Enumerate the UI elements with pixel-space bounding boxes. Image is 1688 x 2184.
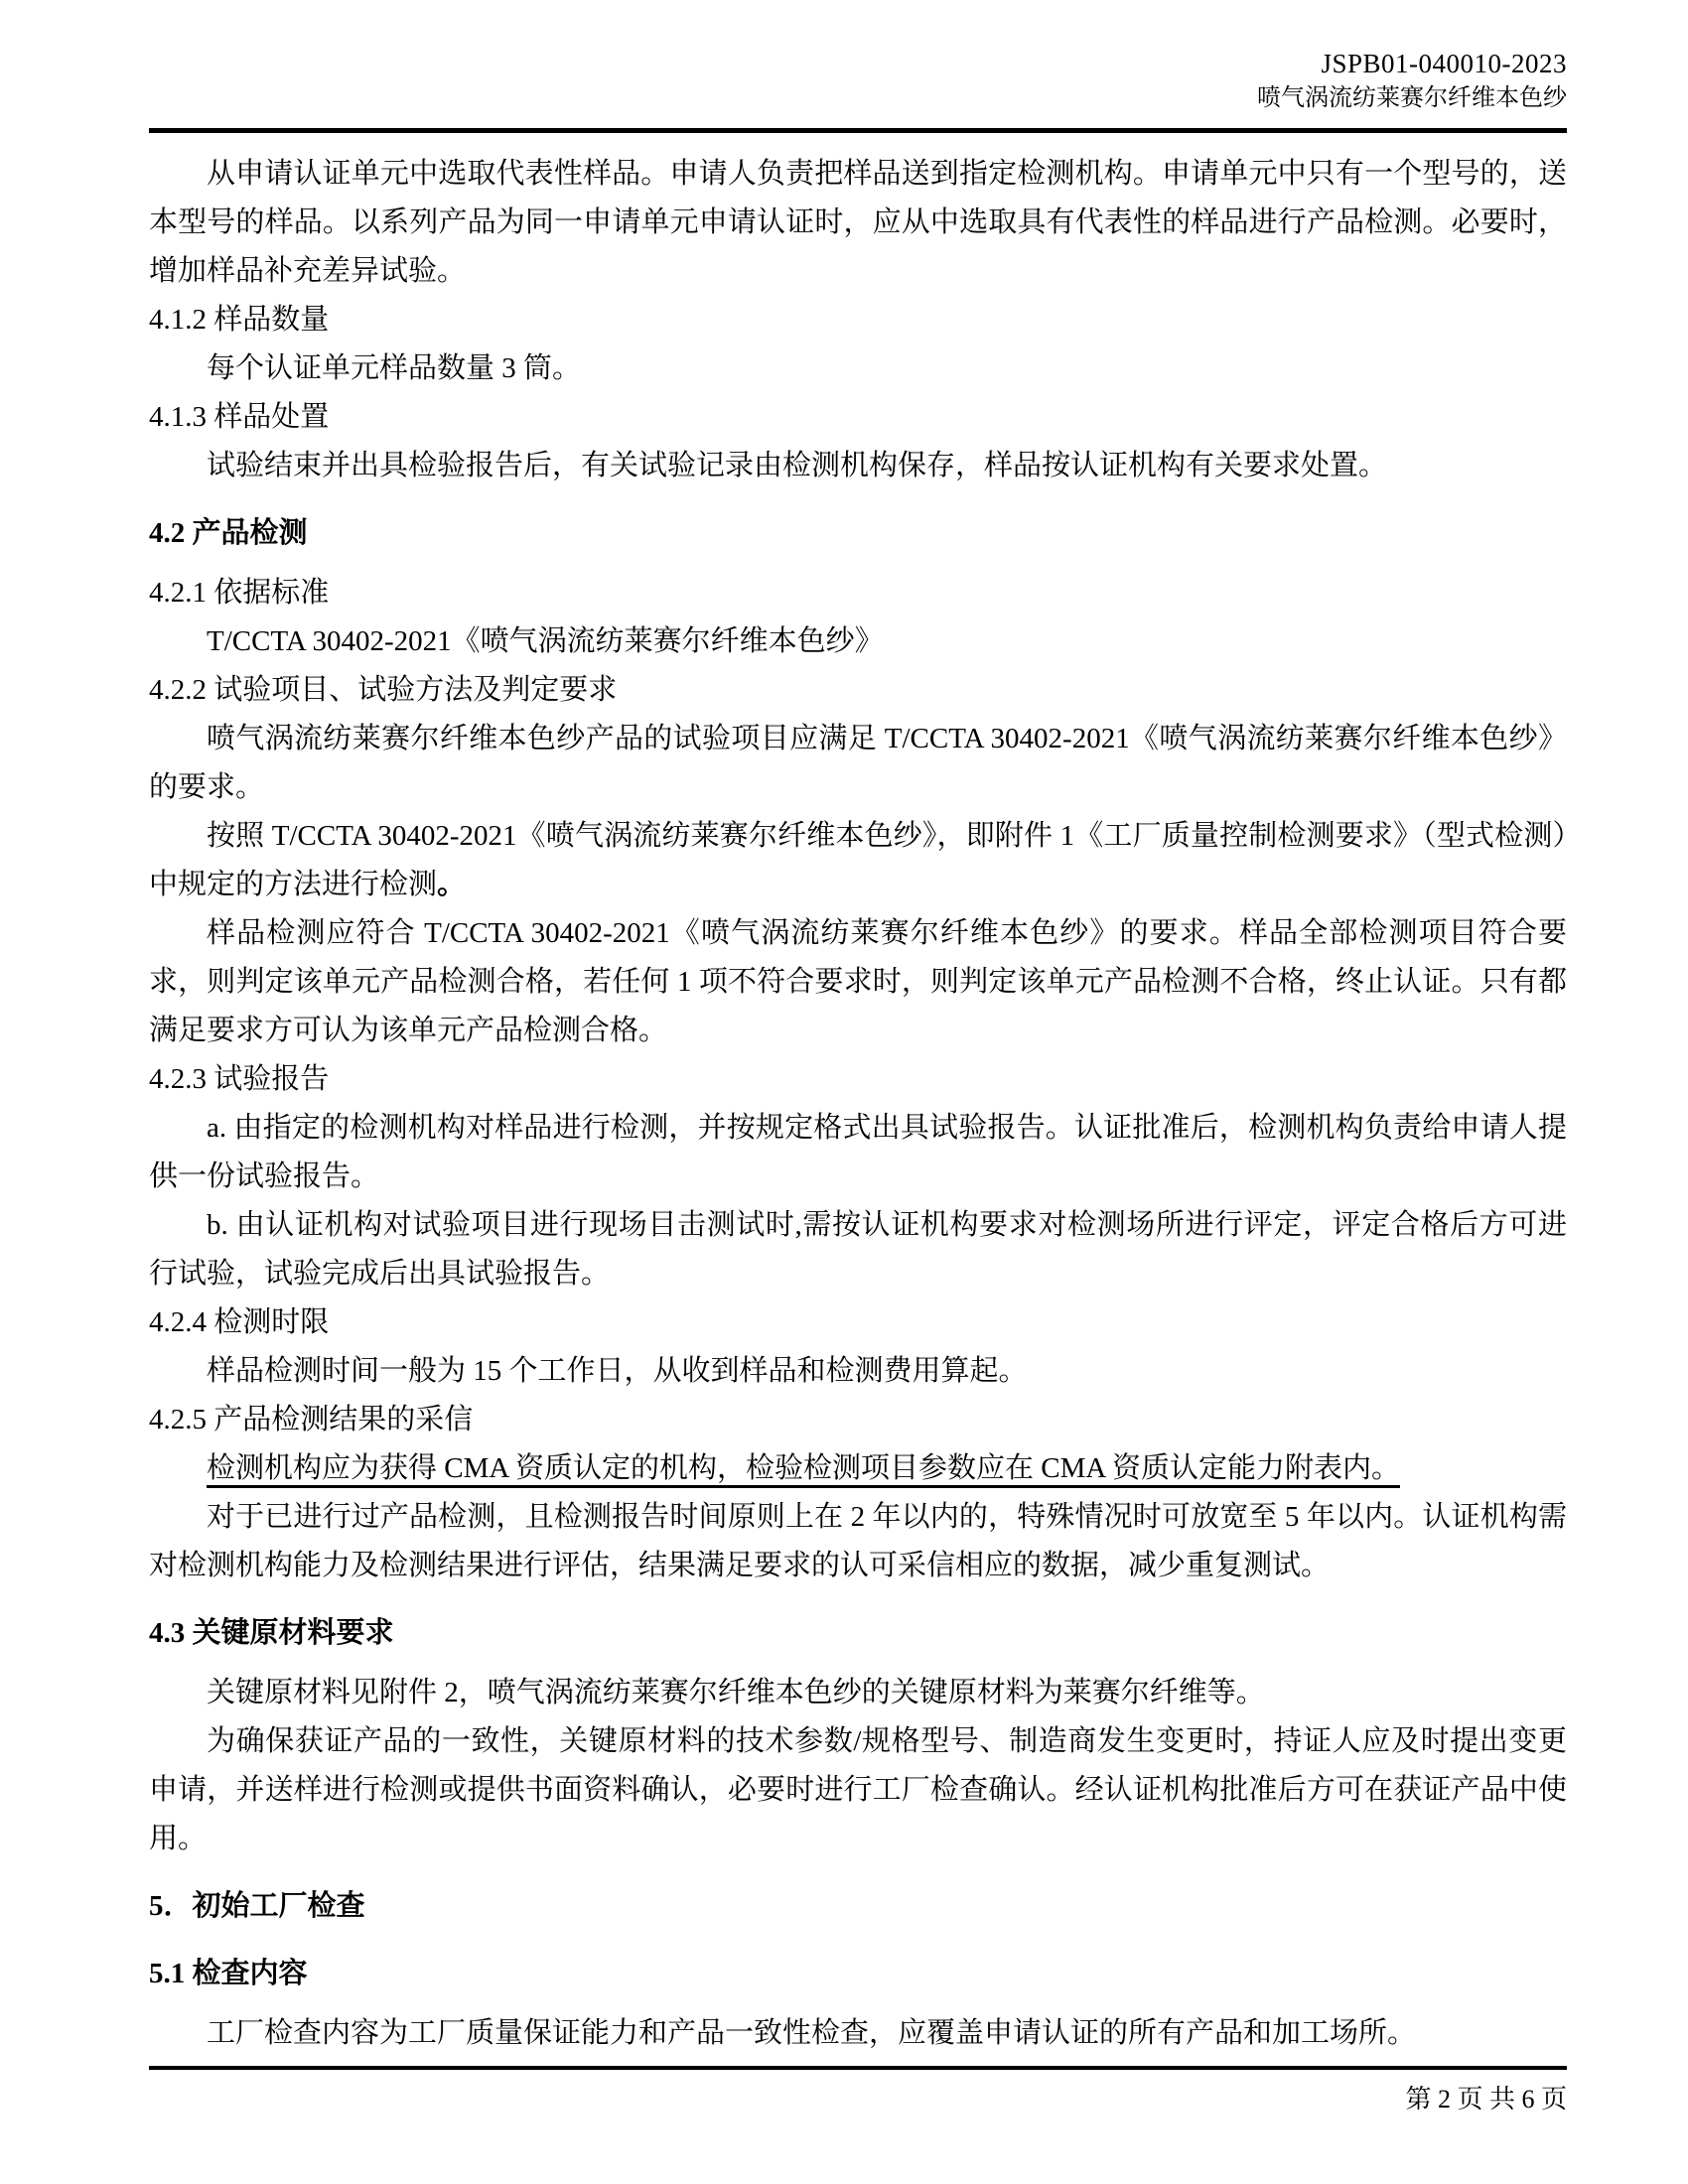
- paragraph-cma-requirement: 检测机构应为获得 CMA 资质认定的机构，检验检测项目参数应在 CMA 资质认定能力附表内。: [207, 1452, 1400, 1484]
- heading-4-3: 4.3 关键原材料要求: [149, 1617, 394, 1649]
- heading-4-2-4: 4.2.4 检测时限: [149, 1306, 330, 1338]
- paragraph-sample-quantity: 每个认证单元样品数量 3 筒。: [207, 352, 582, 384]
- page-header: [149, 46, 1567, 115]
- paragraph-test-method-text: 按照 T/CCTA 30402-2021《喷气涡流纺莱赛尔纤维本色纱》，即附件 1《工厂质量控制检测要求》（型式检测）中规定的方法进行检测: [149, 820, 1567, 900]
- heading-4-1-3: 4.1.3 样品处置: [149, 401, 330, 433]
- paragraph-test-period: 样品检测时间一般为 15 个工作日，从收到样品和检测费用算起。: [207, 1355, 1028, 1387]
- document-body: [149, 150, 1567, 2058]
- heading-4-2-5: 4.2.5 产品检测结果的采信: [149, 1404, 474, 1435]
- paragraph-standard-reference: T/CCTA 30402-2021《喷气涡流纺莱赛尔纤维本色纱》: [207, 625, 884, 657]
- page-content: [149, 46, 1567, 2058]
- heading-4-2: 4.2 产品检测: [149, 517, 308, 549]
- paragraph-test-method: [149, 812, 1567, 909]
- paragraph-judgement: 样品检测应符合 T/CCTA 30402-2021《喷气涡流纺莱赛尔纤维本色纱》的要求。样品全部检测项目符合要求，则判定该单元产品检测合格，若任何 1 项不符合要求时，则判定该单元产品检测不合格，终止认证。只有都满足要求方可认为该单元产品检测合格。: [149, 917, 1567, 1046]
- heading-4-2-1: 4.2.1 依据标准: [149, 577, 330, 609]
- paragraph-test-method-period: 。: [437, 869, 467, 900]
- paragraph-inspection-content: 工厂检查内容为工厂质量保证能力和产品一致性检查，应覆盖申请认证的所有产品和加工场所。: [207, 2017, 1417, 2049]
- paragraph-sample-disposal: 试验结束并出具检验报告后，有关试验记录由检测机构保存，样品按认证机构有关要求处置。: [207, 450, 1388, 481]
- paragraph-key-materials: 关键原材料见附件 2，喷气涡流纺莱赛尔纤维本色纱的关键原材料为莱赛尔纤维等。: [207, 1677, 1265, 1708]
- heading-4-1-2: 4.1.2 样品数量: [149, 304, 330, 336]
- heading-5: 5．初始工厂检查: [149, 1890, 365, 1922]
- page-number: 第 2 页 共 6 页: [1405, 2085, 1567, 2114]
- header-rule: [149, 128, 1567, 133]
- paragraph-result-adoption: 对于已进行过产品检测，且检测报告时间原则上在 2 年以内的，特殊情况时可放宽至 5 年以内。认证机构需对检测机构能力及检测结果进行评估，结果满足要求的认可采信相应的数据，减少重复测试。: [149, 1501, 1567, 1581]
- paragraph-sampling-intro: 从申请认证单元中选取代表性样品。申请人负责把样品送到指定检测机构。申请单元中只有一个型号的，送本型号的样品。以系列产品为同一申请单元申请认证时，应从中选取具有代表性的样品进行产品检测。必要时，增加样品补充差异试验。: [149, 158, 1567, 287]
- heading-5-1: 5.1 检查内容: [149, 1958, 308, 1989]
- document-product-name: 喷气涡流纺莱赛尔纤维本色纱: [1257, 85, 1567, 111]
- paragraph-consistency: 为确保获证产品的一致性，关键原材料的技术参数/规格型号、制造商发生变更时，持证人应及时提出变更申请，并送样进行检测或提供书面资料确认，必要时进行工厂检查确认。经认证机构批准后方可在获证产品中使用。: [149, 1725, 1567, 1854]
- paragraph-report-a: a. 由指定的检测机构对样品进行检测，并按规定格式出具试验报告。认证批准后，检测机构负责给申请人提供一份试验报告。: [149, 1112, 1567, 1192]
- page-footer: [149, 2066, 1567, 2116]
- paragraph-report-b: b. 由认证机构对试验项目进行现场目击测试时,需按认证机构要求对检测场所进行评定，评定合格后方可进行试验，试验完成后出具试验报告。: [149, 1209, 1567, 1290]
- heading-4-2-3: 4.2.3 试验报告: [149, 1063, 330, 1095]
- heading-4-2-2: 4.2.2 试验项目、试验方法及判定要求: [149, 674, 618, 706]
- document-code: JSPB01-040010-2023: [1321, 49, 1567, 78]
- paragraph-test-items: 喷气涡流纺莱赛尔纤维本色纱产品的试验项目应满足 T/CCTA 30402-2021《喷气涡流纺莱赛尔纤维本色纱》的要求。: [149, 723, 1567, 803]
